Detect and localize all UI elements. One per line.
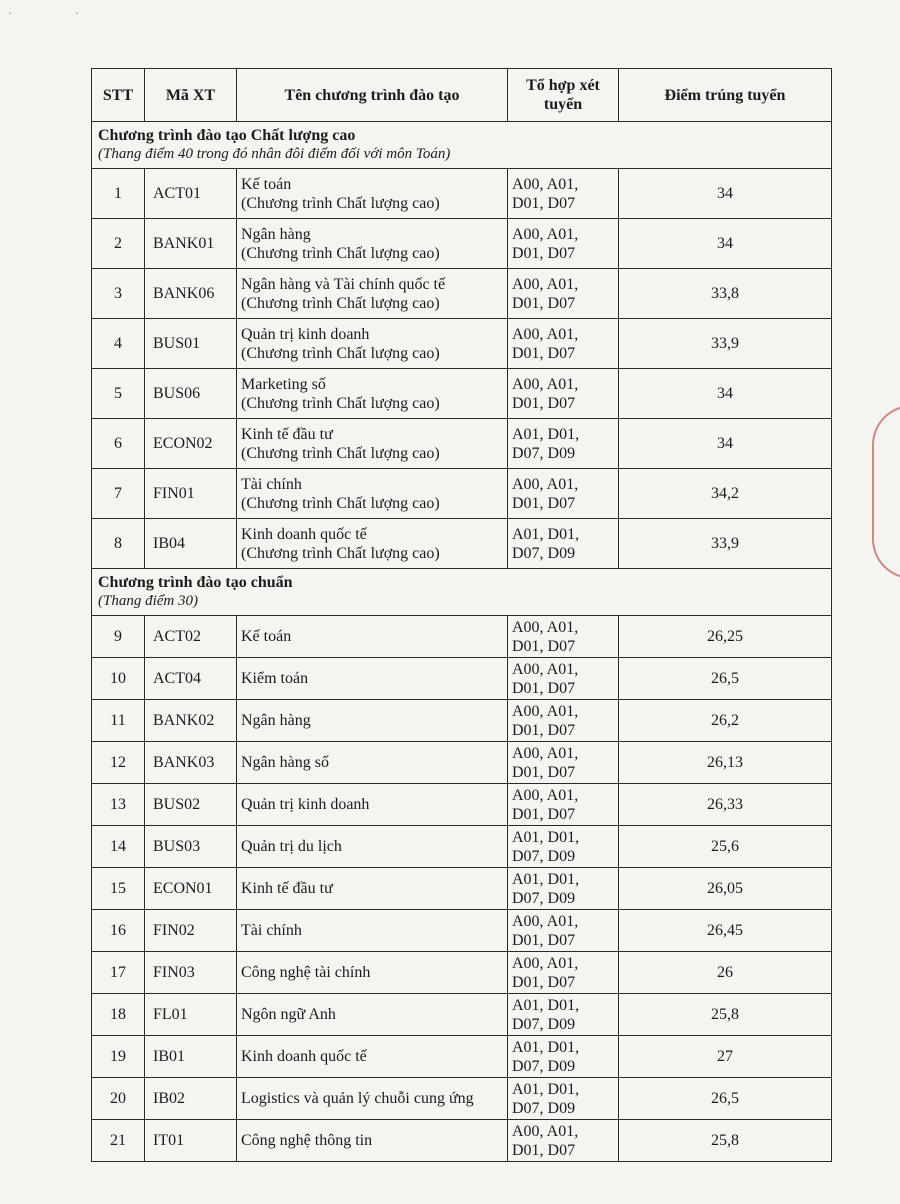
combo-line-2: D07, D09	[512, 544, 576, 562]
section-title: Chương trình đào tạo Chất lượng cao	[98, 127, 356, 144]
row-combo	[508, 952, 619, 994]
row-program	[237, 419, 508, 469]
row-stt: 1	[92, 169, 145, 219]
row-program	[237, 658, 508, 700]
combo-line-1: A00, A01,	[512, 744, 579, 762]
row-combo	[508, 910, 619, 952]
combo-line-1: A01, D01,	[512, 828, 580, 846]
program-name: Kinh doanh quốc tế	[241, 1048, 367, 1065]
program-name: Ngân hàng	[241, 712, 311, 729]
row-code: IB01	[145, 1036, 237, 1078]
combo-line-1: A00, A01,	[512, 175, 579, 193]
row-program	[237, 1078, 508, 1120]
row-score: 34	[619, 219, 832, 269]
row-code: BUS06	[145, 369, 237, 419]
row-code: ACT04	[145, 658, 237, 700]
section-note: (Thang điểm 40 trong đó nhân đôi điểm đối với môn Toán)	[98, 146, 451, 162]
combo-line-1: A00, A01,	[512, 618, 579, 636]
row-score: 26,2	[619, 700, 832, 742]
row-combo	[508, 1036, 619, 1078]
row-program	[237, 1120, 508, 1162]
row-score: 26,33	[619, 784, 832, 826]
row-code: FIN03	[145, 952, 237, 994]
combo-line-2: D07, D09	[512, 444, 576, 462]
program-name: Kế toán	[241, 175, 292, 193]
row-combo	[508, 419, 619, 469]
combo-line-2: D01, D07	[512, 344, 576, 362]
row-score: 26,45	[619, 910, 832, 952]
row-stt: 9	[92, 616, 145, 658]
combo-line-1: A01, D01,	[512, 425, 580, 443]
row-stt: 4	[92, 319, 145, 369]
row-program	[237, 700, 508, 742]
row-combo	[508, 826, 619, 868]
row-stt: 13	[92, 784, 145, 826]
row-score: 34,2	[619, 469, 832, 519]
row-score: 26,5	[619, 658, 832, 700]
row-code: BANK02	[145, 700, 237, 742]
row-stt: 6	[92, 419, 145, 469]
combo-line-2: D01, D07	[512, 763, 576, 781]
row-stt: 18	[92, 994, 145, 1036]
row-stt: 20	[92, 1078, 145, 1120]
combo-line-2: D07, D09	[512, 1099, 576, 1117]
section-note: (Thang điểm 30)	[98, 593, 198, 609]
row-code: ACT01	[145, 169, 237, 219]
program-type: (Chương trình Chất lượng cao)	[241, 394, 440, 412]
row-combo	[508, 219, 619, 269]
row-combo	[508, 269, 619, 319]
row-combo	[508, 742, 619, 784]
program-name: Quản trị kinh doanh	[241, 796, 370, 813]
program-name: Kế toán	[241, 628, 292, 645]
row-program	[237, 219, 508, 269]
row-combo	[508, 868, 619, 910]
row-program	[237, 910, 508, 952]
row-combo	[508, 319, 619, 369]
table-row	[92, 519, 832, 569]
row-combo	[508, 169, 619, 219]
combo-line-2: D01, D07	[512, 637, 576, 655]
program-name: Công nghệ tài chính	[241, 964, 371, 981]
program-name: Tài chính	[241, 475, 302, 493]
combo-line-2: D01, D07	[512, 721, 576, 739]
combo-line-1: A00, A01,	[512, 225, 579, 243]
row-stt: 12	[92, 742, 145, 784]
row-score: 26,13	[619, 742, 832, 784]
combo-line-1: A00, A01,	[512, 375, 579, 393]
row-code: BANK03	[145, 742, 237, 784]
row-code: FIN02	[145, 910, 237, 952]
row-stt: 7	[92, 469, 145, 519]
combo-line-1: A00, A01,	[512, 912, 579, 930]
combo-line-1: A01, D01,	[512, 870, 580, 888]
combo-line-1: A01, D01,	[512, 996, 580, 1014]
combo-line-1: A00, A01,	[512, 660, 579, 678]
table-row	[92, 419, 832, 469]
row-stt: 14	[92, 826, 145, 868]
combo-line-2: D01, D07	[512, 931, 576, 949]
header-code: Mã XT	[145, 69, 237, 122]
row-code: BUS02	[145, 784, 237, 826]
combo-line-2: D01, D07	[512, 294, 576, 312]
row-program	[237, 169, 508, 219]
row-program	[237, 369, 508, 419]
red-stamp-fragment	[872, 405, 900, 579]
row-combo	[508, 369, 619, 419]
admission-score-table	[91, 68, 832, 1162]
row-program	[237, 994, 508, 1036]
program-name: Quản trị du lịch	[241, 838, 342, 855]
row-combo	[508, 784, 619, 826]
program-type: (Chương trình Chất lượng cao)	[241, 444, 440, 462]
combo-line-2: D01, D07	[512, 973, 576, 991]
row-combo	[508, 1078, 619, 1120]
row-stt: 3	[92, 269, 145, 319]
row-score: 33,9	[619, 319, 832, 369]
combo-line-2: D01, D07	[512, 244, 576, 262]
program-name: Kiểm toán	[241, 670, 309, 687]
row-score: 33,9	[619, 519, 832, 569]
table-row	[92, 784, 832, 826]
combo-line-2: D01, D07	[512, 679, 576, 697]
program-name: Công nghệ thông tin	[241, 1132, 373, 1149]
combo-line-1: A00, A01,	[512, 954, 579, 972]
row-code: ECON01	[145, 868, 237, 910]
row-score: 27	[619, 1036, 832, 1078]
row-score: 25,6	[619, 826, 832, 868]
section-title: Chương trình đào tạo chuẩn	[98, 574, 293, 591]
combo-line-2: D07, D09	[512, 889, 576, 907]
table-row	[92, 616, 832, 658]
row-stt: 2	[92, 219, 145, 269]
row-program	[237, 868, 508, 910]
program-name: Marketing số	[241, 375, 326, 393]
row-program	[237, 784, 508, 826]
row-score: 26,05	[619, 868, 832, 910]
combo-line-2: D01, D07	[512, 494, 576, 512]
combo-line-1: A00, A01,	[512, 275, 579, 293]
combo-line-2: D01, D07	[512, 1141, 576, 1159]
combo-line-1: A01, D01,	[512, 525, 580, 543]
table-row	[92, 658, 832, 700]
header-program: Tên chương trình đào tạo	[237, 69, 508, 122]
row-score: 34	[619, 169, 832, 219]
row-program	[237, 616, 508, 658]
combo-line-2: D07, D09	[512, 847, 576, 865]
table-row	[92, 369, 832, 419]
program-name: Kinh doanh quốc tế	[241, 525, 367, 543]
program-type: (Chương trình Chất lượng cao)	[241, 194, 440, 212]
row-combo	[508, 658, 619, 700]
combo-line-1: A00, A01,	[512, 702, 579, 720]
row-program	[237, 269, 508, 319]
table-row	[92, 1078, 832, 1120]
combo-line-2: D01, D07	[512, 805, 576, 823]
row-score: 25,8	[619, 994, 832, 1036]
row-code: BANK06	[145, 269, 237, 319]
table-row	[92, 826, 832, 868]
row-program	[237, 469, 508, 519]
row-code: ACT02	[145, 616, 237, 658]
section-standard	[92, 569, 832, 616]
program-name: Quản trị kinh doanh	[241, 325, 370, 343]
combo-line-1: A01, D01,	[512, 1038, 580, 1056]
program-type: (Chương trình Chất lượng cao)	[241, 244, 440, 262]
row-program	[237, 952, 508, 994]
row-score: 26,5	[619, 1078, 832, 1120]
row-score: 26	[619, 952, 832, 994]
row-code: BUS03	[145, 826, 237, 868]
program-name: Ngôn ngữ Anh	[241, 1006, 336, 1023]
table-row	[92, 994, 832, 1036]
row-score: 33,8	[619, 269, 832, 319]
program-name: Tài chính	[241, 922, 302, 939]
header-stt: STT	[92, 69, 145, 122]
table-row	[92, 169, 832, 219]
row-combo	[508, 616, 619, 658]
row-score: 26,25	[619, 616, 832, 658]
header-score: Điểm trúng tuyển	[619, 69, 832, 122]
row-stt: 21	[92, 1120, 145, 1162]
combo-line-2: D07, D09	[512, 1057, 576, 1075]
row-code: IB04	[145, 519, 237, 569]
program-name: Kinh tế đầu tư	[241, 880, 333, 897]
row-code: ECON02	[145, 419, 237, 469]
row-stt: 5	[92, 369, 145, 419]
section-high-quality	[92, 122, 832, 169]
table-row	[92, 868, 832, 910]
combo-line-1: A00, A01,	[512, 475, 579, 493]
row-combo	[508, 994, 619, 1036]
table-row	[92, 269, 832, 319]
row-code: IT01	[145, 1120, 237, 1162]
combo-line-1: A00, A01,	[512, 325, 579, 343]
scan-marks: · ·	[8, 6, 109, 20]
combo-line-2: D07, D09	[512, 1015, 576, 1033]
row-score: 34	[619, 369, 832, 419]
program-name: Kinh tế đầu tư	[241, 425, 333, 443]
row-code: FL01	[145, 994, 237, 1036]
program-type: (Chương trình Chất lượng cao)	[241, 344, 440, 362]
header-combo: Tổ hợp xét tuyển	[508, 69, 619, 122]
table-row	[92, 910, 832, 952]
combo-line-2: D01, D07	[512, 194, 576, 212]
program-name: Ngân hàng số	[241, 754, 329, 771]
table-row	[92, 219, 832, 269]
row-program	[237, 742, 508, 784]
program-type: (Chương trình Chất lượng cao)	[241, 494, 440, 512]
row-score: 34	[619, 419, 832, 469]
program-name: Logistics và quản lý chuỗi cung ứng	[241, 1090, 474, 1107]
row-program	[237, 826, 508, 868]
row-combo	[508, 1120, 619, 1162]
row-code: FIN01	[145, 469, 237, 519]
program-name: Ngân hàng và Tài chính quốc tế	[241, 275, 446, 293]
row-combo	[508, 469, 619, 519]
table-row	[92, 1120, 832, 1162]
table-row	[92, 319, 832, 369]
program-type: (Chương trình Chất lượng cao)	[241, 294, 440, 312]
row-stt: 10	[92, 658, 145, 700]
row-code: IB02	[145, 1078, 237, 1120]
row-stt: 16	[92, 910, 145, 952]
program-name: Ngân hàng	[241, 225, 311, 243]
row-score: 25,8	[619, 1120, 832, 1162]
table-row	[92, 952, 832, 994]
table-row	[92, 469, 832, 519]
row-stt: 8	[92, 519, 145, 569]
combo-line-1: A01, D01,	[512, 1080, 580, 1098]
row-program	[237, 1036, 508, 1078]
row-program	[237, 519, 508, 569]
combo-line-1: A00, A01,	[512, 1122, 579, 1140]
table-header-row	[92, 69, 832, 122]
table-row	[92, 742, 832, 784]
table-row	[92, 700, 832, 742]
row-stt: 15	[92, 868, 145, 910]
row-code: BUS01	[145, 319, 237, 369]
row-stt: 17	[92, 952, 145, 994]
table-row	[92, 1036, 832, 1078]
row-combo	[508, 700, 619, 742]
combo-line-2: D01, D07	[512, 394, 576, 412]
row-combo	[508, 519, 619, 569]
combo-line-1: A00, A01,	[512, 786, 579, 804]
row-stt: 19	[92, 1036, 145, 1078]
row-code: BANK01	[145, 219, 237, 269]
program-type: (Chương trình Chất lượng cao)	[241, 544, 440, 562]
row-program	[237, 319, 508, 369]
row-stt: 11	[92, 700, 145, 742]
